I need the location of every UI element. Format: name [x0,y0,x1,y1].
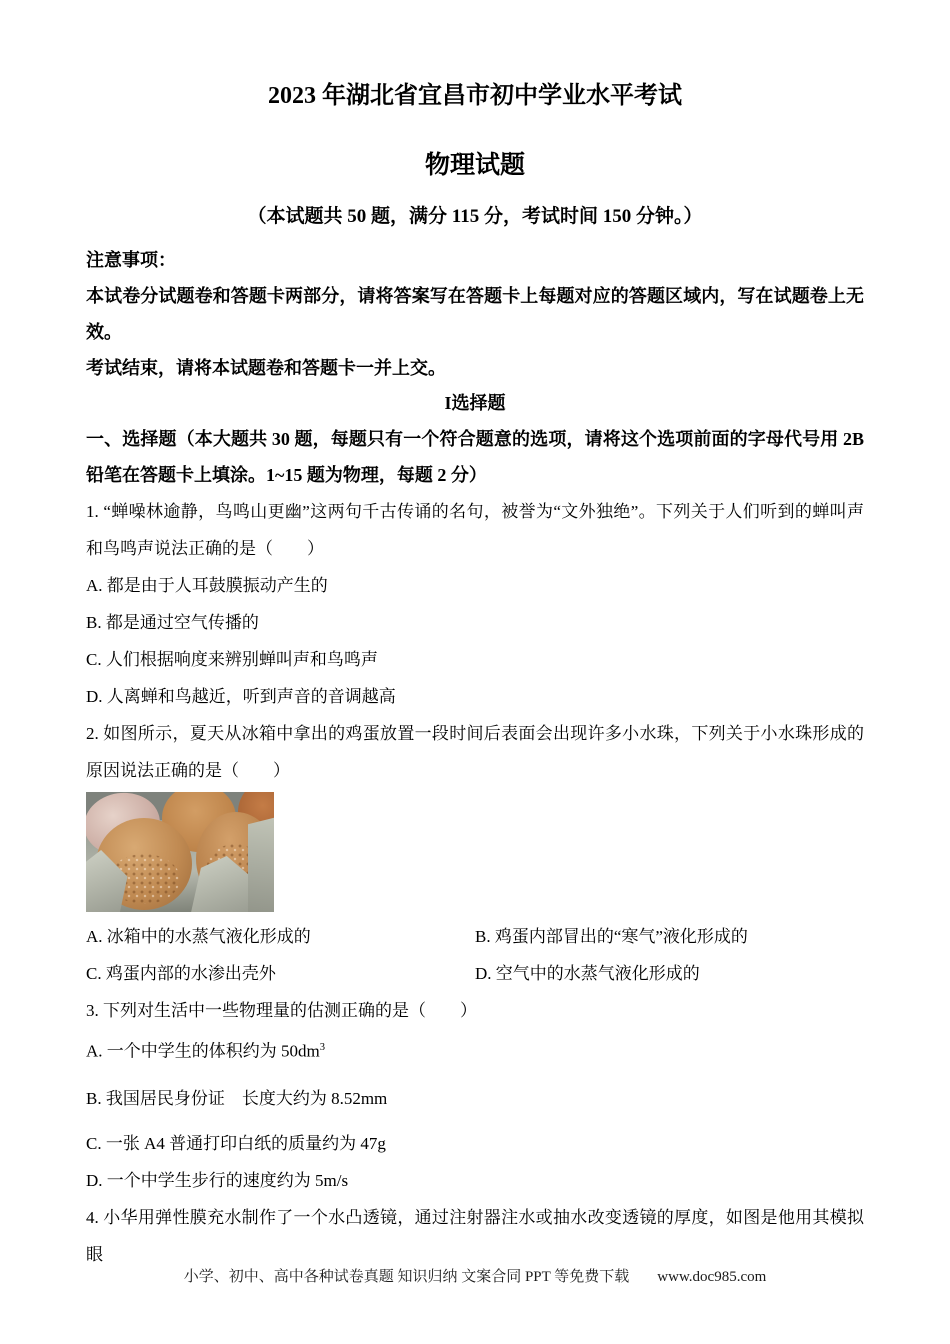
question-1-option-d: D. 人离蝉和鸟越近，听到声音的音调越高 [86,687,396,706]
question-3-option-a-superscript: 3 [319,1042,326,1053]
question-2-stem: 2. 如图所示，夏天从冰箱中拿出的鸡蛋放置一段时间后表面会出现许多小水珠，下列关于小水珠形成的原因说法正确的是（ ） [86,724,864,780]
page-title: 2023 年湖北省宜昌市初中学业水平考试 [268,83,682,109]
question-1-option-a: A. 都是由于人耳鼓膜振动产生的 [86,576,328,595]
eggs-in-carton-photo [86,792,274,912]
notice-heading: 注意事项： [86,250,176,270]
question-3-option-c: C. 一张 A4 普通打印白纸的质量约为 47g [86,1133,386,1153]
question-3-option-a-text: A. 一个中学生的体积约为 50dm [86,1041,320,1061]
doc-subtitle: 物理试题 [424,152,525,179]
question-2-options [86,918,864,992]
question-3-option-b: B. 我国居民身份证 长度大约为 8.52mm [86,1088,388,1108]
footer-watermark [0,1266,950,1288]
question-2-option-b: B. 鸡蛋内部冒出的“寒气”液化形成的 [475,927,748,946]
notice-line-2: 考试结束，请将本试题卷和答题卡一并上交。 [86,358,446,378]
question-1-stem: 1. “蝉噪林逾静，鸟鸣山更幽”这两句千古传诵的名句，被誉为“文外独绝”。下列关于人们听到的蝉叫声和鸟鸣声说法正确的是（ ） [86,502,864,558]
notice-line-1: 本试卷分试题卷和答题卡两部分，请将答案写在答题卡上每题对应的答题区域内，写在试题卷上无效。 [86,286,864,342]
question-3-option-a [86,1029,864,1070]
exam-info-line: （本试题共 50 题，满分 115 分，考试时间 150 分钟。） [247,206,703,227]
carton-edge-right [248,816,274,912]
question-2-option-d: D. 空气中的水蒸气液化形成的 [475,964,700,983]
question-1-option-b: B. 都是通过空气传播的 [86,613,259,632]
section1-intro: 一、选择题（本大题共 30 题，每题只有一个符合题意的选项，请将这个选项前面的字母代号用 2B 铅笔在答题卡上填涂。1~15 题为物理，每题 2 分） [86,429,864,485]
part1-heading: I选择题 [444,393,506,413]
question-2-option-c: C. 鸡蛋内部的水渗出壳外 [86,964,276,983]
footer-url: www.doc985.com [657,1269,767,1285]
question-1-option-c: C. 人们根据响度来辨别蝉叫声和鸟鸣声 [86,650,378,669]
question-4-stem: 4. 小华用弹性膜充水制作了一个水凸透镜，通过注射器注水或抽水改变透镜的厚度，如图是他用其模拟眼 [86,1207,864,1264]
question-3-option-d: D. 一个中学生步行的速度约为 5m/s [86,1170,349,1190]
footer-text: 小学、初中、高中各种试卷真题 知识归纳 文案合同 PPT 等免费下载 [183,1269,630,1285]
question-3-stem: 3. 下列对生活中一些物理量的估测正确的是（ ） [86,1001,477,1020]
question-2-option-a: A. 冰箱中的水蒸气液化形成的 [86,927,311,946]
